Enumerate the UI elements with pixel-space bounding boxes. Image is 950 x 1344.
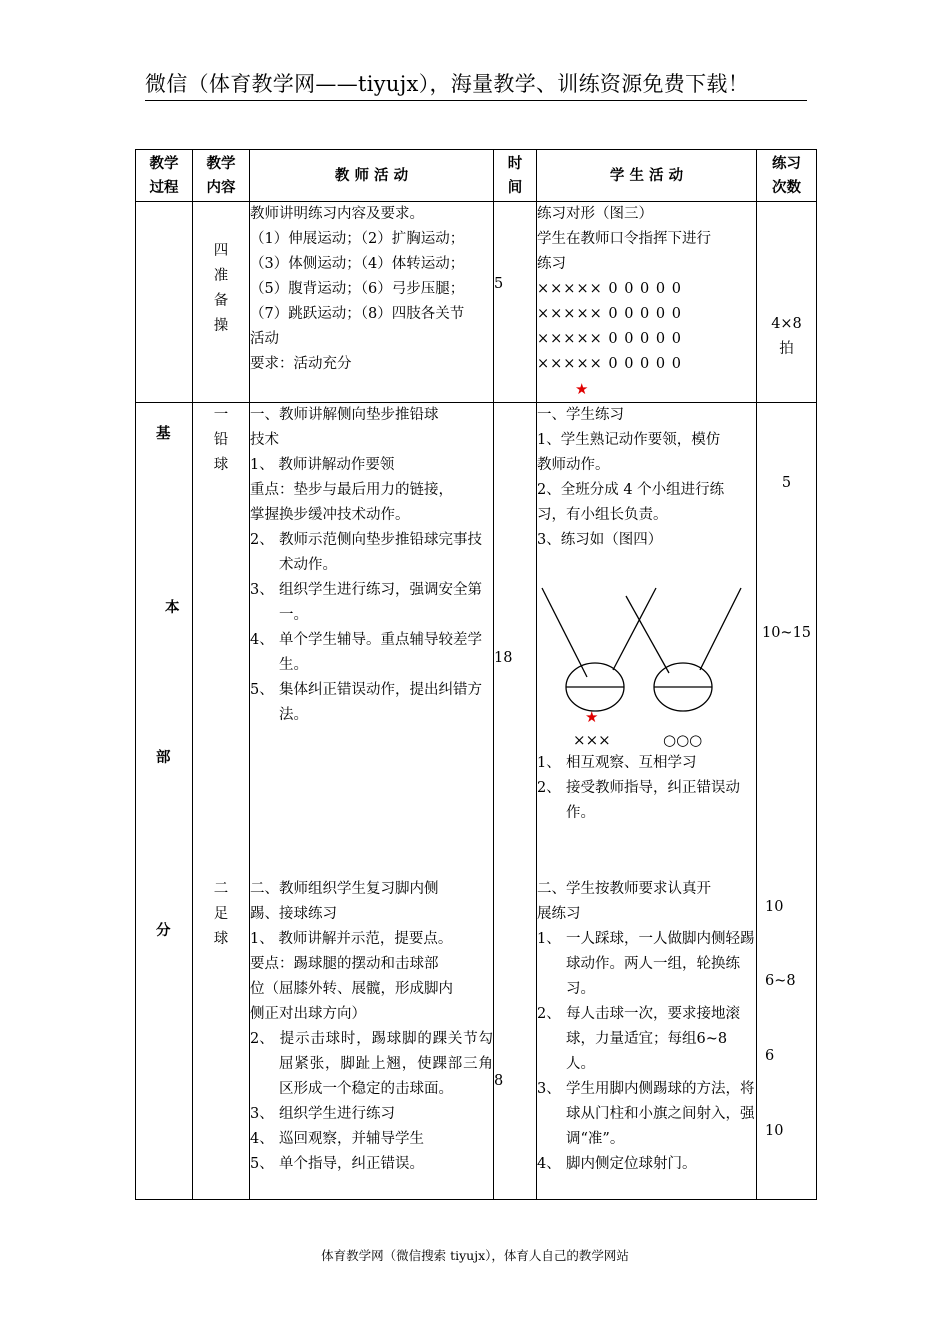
header-teacher: 教 师 活 动 [250, 150, 494, 202]
student-list-item: 1、 相互观察、互相学习 [537, 755, 697, 771]
teacher-line: 侧正对出球方向） [250, 1006, 366, 1022]
shot-put-reps: 5 [781, 475, 792, 491]
teacher-line: 重点：垫步与最后用力的链接， [250, 482, 453, 498]
prep-content-label: 四准备操 [213, 243, 229, 334]
main-phase-cell [136, 403, 193, 1200]
page-header: 微信（体育教学网——tiyujx），海量教学、训练资源免费下载！ [145, 68, 807, 101]
formation-row: ××××× 0 0 0 0 0 [537, 331, 682, 347]
teacher-list-item: 5、 集体纠正错误动作，提出纠错方法。 [250, 682, 482, 723]
formation-row: ××××× 0 0 0 0 0 [537, 356, 682, 372]
prep-time: 5 [494, 276, 504, 292]
teacher-line: 技术 [250, 432, 279, 448]
football-student [537, 877, 756, 1177]
prep-student-line: 练习 [537, 256, 566, 272]
content-football: 二足球 [213, 881, 229, 947]
student-line: 2、全班分成 4 个小组进行练 [537, 482, 725, 498]
teacher-line: 1、 教师讲解动作要领 [250, 457, 395, 473]
teacher-line: 二、教师组织学生复习脚内侧 [250, 881, 439, 897]
phase-char: 基 [156, 425, 171, 442]
student-line: 习，有小组长负责。 [537, 507, 668, 523]
prep-teacher-line: 活动 [250, 331, 279, 347]
prep-content-cell [193, 202, 250, 403]
teacher-list-item: 3、 组织学生进行练习 [250, 1106, 395, 1122]
student-line: 1、学生熟记动作要领，模仿 [537, 432, 721, 448]
throw-line [626, 596, 669, 673]
football-reps: 6~8 [765, 973, 796, 989]
header-time: 时间 [494, 150, 537, 202]
student-line: 教师动作。 [537, 457, 610, 473]
student-list-item: 4、 脚内侧定位球射门。 [537, 1156, 697, 1172]
teacher-list-item: 4、 单个学生辅导。重点辅导较差学生。 [250, 632, 482, 673]
header-reps: 练习次数 [757, 150, 817, 202]
prep-phase-cell [136, 202, 193, 403]
football-time: 8 [494, 1073, 504, 1089]
shot-put-student [537, 403, 756, 553]
shot-put-time: 18 [494, 650, 513, 666]
header-phase: 教学过程 [136, 150, 193, 202]
football-reps: 10 [765, 899, 784, 915]
phase-char: 部 [156, 749, 171, 766]
teacher-line: 踢、接球练习 [250, 906, 337, 922]
football-reps: 6 [765, 1048, 775, 1064]
teacher-list-item: 2、 提示击球时，踢球脚的踝关节勾屈紧张，脚趾上翘，使踝部三角区形成一个稳定的击球面。 [250, 1031, 493, 1097]
header-content: 教学内容 [193, 150, 250, 202]
student-line: 展练习 [537, 906, 581, 922]
teacher-list-item: 4、 巡回观察，并辅导学生 [250, 1131, 424, 1147]
student-list-item: 1、 一人踩球，一人做脚内侧轻踢球动作。两人一组，轮换练习。 [537, 931, 755, 997]
prep-reps-cell [757, 202, 817, 403]
throw-line [700, 588, 741, 670]
main-teacher-cell [250, 403, 494, 1200]
formation-row: ××××× 0 0 0 0 0 [537, 281, 682, 297]
formation-row: ××××× 0 0 0 0 0 [537, 306, 682, 322]
phase-char: 分 [156, 922, 171, 939]
diagram-group-circle: ○○○ [663, 731, 703, 749]
teacher-list-item: 2、 教师示范侧向垫步推铅球完事技术动作。 [250, 532, 482, 573]
prep-reps: 4×8 [771, 316, 802, 332]
prep-teacher-line: （3）体侧运动；（4）体转运动； [250, 256, 465, 272]
prep-student-line: 练习对形（图三） [537, 206, 653, 222]
student-list-item: 2、 每人击球一次，要求接地滚球，力量适宜；每组6~8 人。 [537, 1006, 740, 1072]
phase-char: 本 [165, 599, 180, 616]
prep-teacher-line: （7）跳跃运动；（8）四肢各关节 [250, 306, 465, 322]
teacher-star-icon: ★ [575, 380, 589, 398]
prep-row [136, 202, 817, 403]
prep-student-cell [537, 202, 757, 403]
prep-student-line: 学生在教师口令指挥下进行 [537, 231, 711, 247]
teacher-line: 要点：踢球腿的摆动和击球部 [250, 956, 439, 972]
student-list-item: 2、 接受教师指导，纠正错误动作。 [537, 780, 740, 821]
header-student: 学 生 活 动 [537, 150, 757, 202]
prep-teacher-cell [250, 202, 494, 403]
teacher-list-item: 5、 单个指导，纠正错误。 [250, 1156, 424, 1172]
prep-teacher-line: 要求：活动充分 [250, 356, 352, 372]
prep-teacher-line: （5）腹背运动；（6）弓步压腿； [250, 281, 465, 297]
shot-put-student-list [537, 751, 756, 826]
main-row [136, 403, 817, 1200]
football-reps: 10 [765, 1123, 784, 1139]
throw-line [613, 588, 656, 670]
shot-put-diagram [537, 578, 749, 750]
teacher-line: 1、 教师讲解并示范，提要点。 [250, 931, 453, 947]
shot-put-teacher [250, 403, 493, 728]
main-time-cell [494, 403, 537, 1200]
table-header-row [136, 150, 817, 202]
content-shot-put: 一铅球 [213, 407, 229, 473]
prep-time-cell [494, 202, 537, 403]
diagram-group-cross: ××× [573, 731, 611, 749]
student-line: 一、学生练习 [537, 407, 624, 423]
teacher-line: 位（屈膝外转、展髋，形成脚内 [250, 981, 453, 997]
lesson-plan-table [135, 149, 817, 1200]
student-line: 二、学生按教师要求认真开 [537, 881, 711, 897]
prep-reps-unit: 拍 [779, 341, 794, 357]
main-student-cell [537, 403, 757, 1200]
page-footer: 体育教学网（微信搜索 tiyujx），体育人自己的教学网站 [321, 1248, 629, 1263]
football-teacher [250, 877, 493, 1177]
main-content-cell [193, 403, 250, 1200]
teacher-line: 掌握换步缓冲技术动作。 [250, 507, 410, 523]
throw-line [542, 588, 587, 677]
teacher-line: 一、教师讲解侧向垫步推铅球 [250, 407, 439, 423]
student-line: 3、练习如（图四） [537, 532, 663, 548]
shot-put-reps: 10~15 [761, 625, 812, 641]
teacher-list-item: 3、 组织学生进行练习，强调安全第一。 [250, 582, 482, 623]
prep-teacher-line: （1）伸展运动；（2）扩胸运动； [250, 231, 465, 247]
prep-teacher-line: 教师讲明练习内容及要求。 [250, 206, 424, 222]
main-reps-cell [757, 403, 817, 1200]
teacher-star-icon: ★ [585, 708, 599, 726]
student-list-item: 3、 学生用脚内侧踢球的方法，将球从门柱和小旗之间射入，强调“准”。 [537, 1081, 755, 1147]
